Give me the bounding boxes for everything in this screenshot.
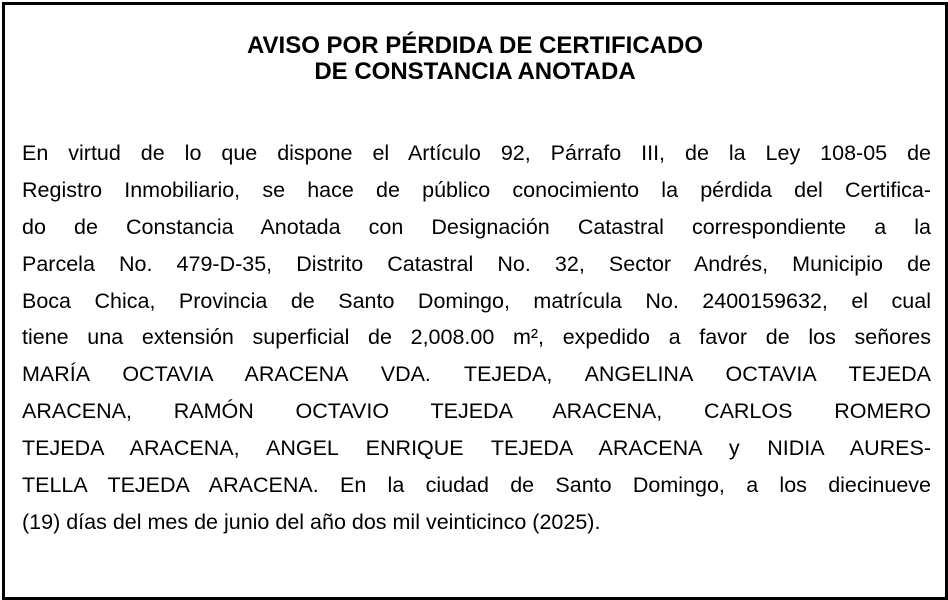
notice-body-line: Parcela No. 479-D-35, Distrito Catastral No. 32, Sector Andrés, Municipio de (22, 251, 931, 276)
notice-title-line-2: DE CONSTANCIA ANOTADA (314, 58, 636, 85)
notice-title-line-1: AVISO POR PÉRDIDA DE CERTIFICADO (246, 32, 704, 59)
notice-body-line: tiene una extensión superficial de 2,008.00 m², expedido a favor de los señores (22, 325, 931, 350)
notice-body-line: Boca Chica, Provincia de Santo Domingo, matrícula No. 2400159632, el cual (22, 288, 931, 313)
notice-body-line: Registro Inmobiliario, se hace de público conocimiento la pérdida del Certifica- (22, 177, 931, 202)
notice-title (5, 33, 945, 85)
notice-body-line: TELLA TEJEDA ARACENA. En la ciudad de Santo Domingo, a los diecinueve (22, 473, 931, 498)
notice-border (2, 2, 948, 600)
notice-body-line: ARACENA, RAMÓN OCTAVIO TEJEDA ARACENA, CARLOS ROMERO (22, 399, 931, 424)
notice-body-line: do de Constancia Anotada con Designación Catastral correspondiente a la (22, 214, 931, 239)
notice-body-line: En virtud de lo que dispone el Artículo 92, Párrafo III, de la Ley 108-05 de (22, 141, 931, 165)
notice-body (22, 135, 931, 541)
notice-body-line: (19) días del mes de junio del año dos mil veinticinco (2025). (22, 509, 601, 534)
notice-body-line: MARÍA OCTAVIA ARACENA VDA. TEJEDA, ANGELINA OCTAVIA TEJEDA (22, 362, 931, 387)
notice-body-line: TEJEDA ARACENA, ANGEL ENRIQUE TEJEDA ARACENA y NIDIA AURES- (22, 436, 931, 461)
